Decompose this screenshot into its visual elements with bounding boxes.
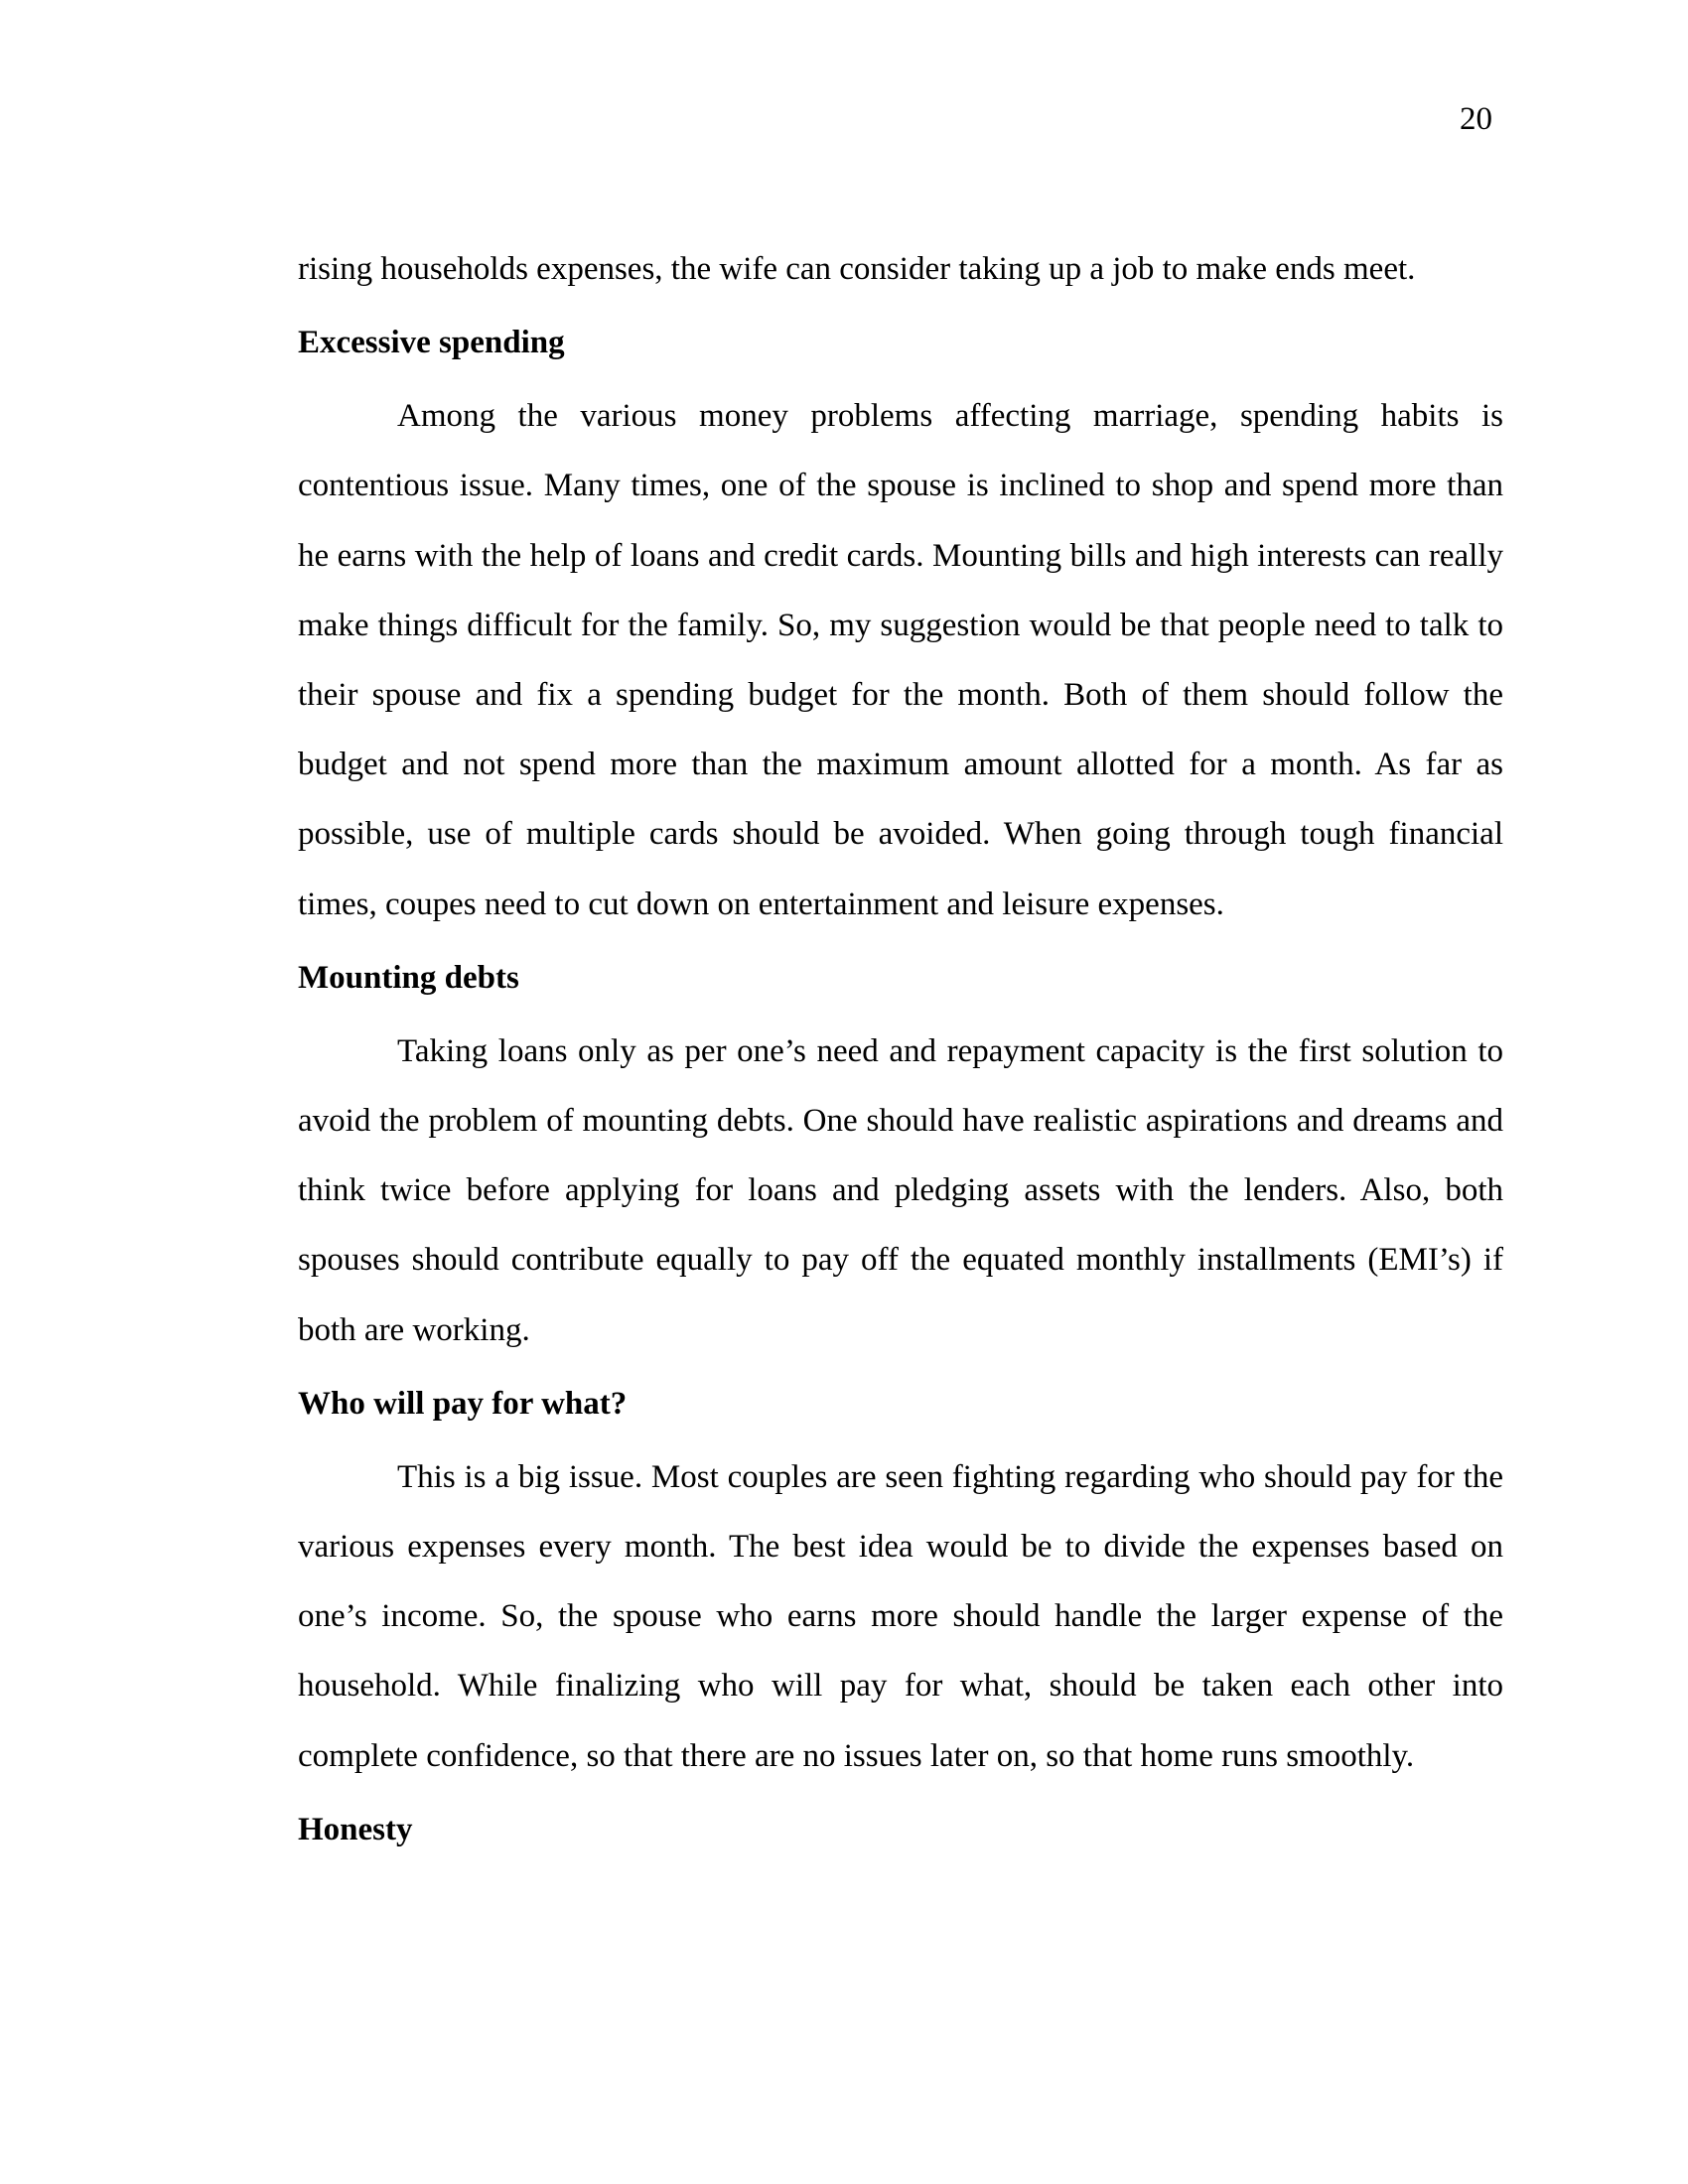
document-body <box>298 234 1503 1868</box>
page-number: 20 <box>1460 101 1492 137</box>
section-heading-excessive-spending: Excessive spending <box>298 325 565 361</box>
section-heading-honesty: Honesty <box>298 1811 413 1847</box>
intro-paragraph: rising households expenses, the wife can consider taking up a job to make ends meet. <box>298 251 1416 287</box>
section-heading-mounting-debts: Mounting debts <box>298 959 519 996</box>
section-body-who-will-pay: This is a big issue. Most couples are seen fighting regarding who should pay for the various expenses every month. The best idea would be to divide the expenses based on one’s income. So, the spouse who earns more should handle the larger expense of the household. While finalizing who will pay for what, should be taken each other into complete confidence, so that there are no issues later on, so that home runs smoothly. <box>298 1458 1503 1774</box>
section-body-mounting-debts: Taking loans only as per one’s need and repayment capacity is the first solution to avoid the problem of mounting debts. One should have realistic aspirations and dreams and think twice before applying for loans and pledging assets with the lenders. Also, both spouses should contribute equally to pay off the equated monthly installments (EMI’s) if both are working. <box>298 1032 1503 1348</box>
section-body-excessive-spending: Among the various money problems affecting marriage, spending habits is contentious issue. Many times, one of the spouse is inclined to shop and spend more than he earns with the help of loans and credit cards. Mounting bills and high interests can really make things difficult for the family. So, my suggestion would be that people need to talk to their spouse and fix a spending budget for the month. Both of them should follow the budget and not spend more than the maximum amount allotted for a month. As far as possible, use of multiple cards should be avoided. When going through tough financial times, coupes need to cut down on entertainment and leisure expenses. <box>298 398 1503 922</box>
section-heading-who-will-pay: Who will pay for what? <box>298 1385 628 1422</box>
